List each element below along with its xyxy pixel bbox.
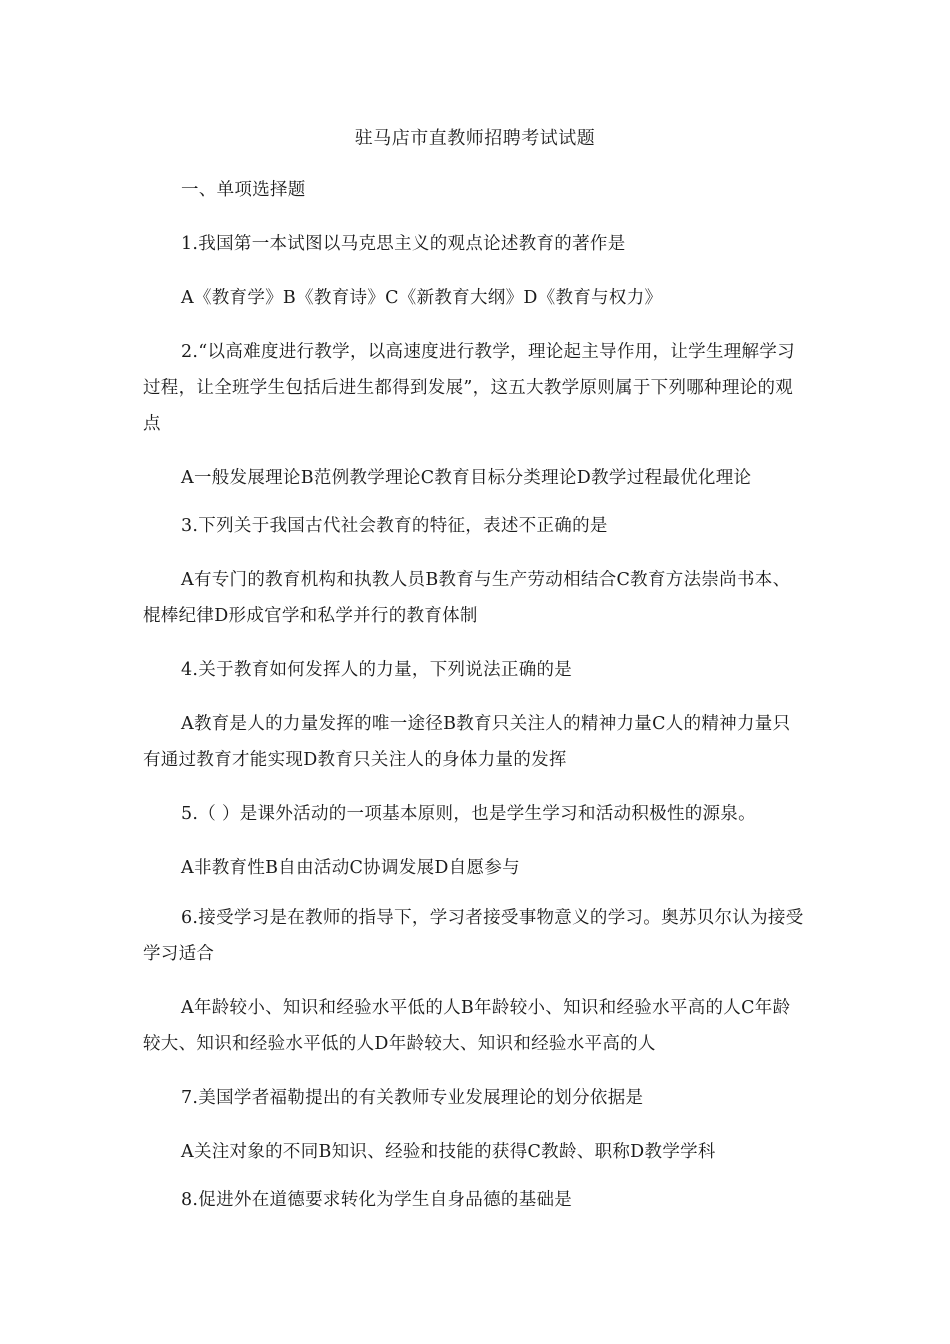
question-7-options: A关注对象的不同B知识、经验和技能的获得C教龄、职称D教学学科	[181, 1142, 716, 1162]
section-heading: 一、单项选择题	[181, 180, 306, 200]
question-2-options: A一般发展理论B范例教学理论C教育目标分类理论D教学过程最优化理论	[181, 468, 752, 488]
question-5-options: A非教育性B自由活动C协调发展D自愿参与	[181, 858, 520, 878]
question-1-options: A《教育学》B《教育诗》C《新教育大纲》D《教育与权力》	[181, 288, 663, 308]
question-4-stem: 4.关于教育如何发挥人的力量，下列说法正确的是	[181, 660, 573, 680]
question-8-stem: 8.促进外在道德要求转化为学生自身品德的基础是	[181, 1190, 573, 1210]
question-1-stem: 1.我国第一本试图以马克思主义的观点论述教育的著作是	[181, 234, 626, 254]
question-5-stem: 5.（ ）是课外活动的一项基本原则，也是学生学习和活动积极性的源泉。	[181, 804, 756, 824]
document-title: 驻马店市直教师招聘考试试题	[354, 128, 596, 149]
question-7-stem: 7.美国学者福勒提出的有关教师专业发展理论的划分依据是	[181, 1088, 644, 1108]
question-3-stem: 3.下列关于我国古代社会教育的特征，表述不正确的是	[181, 516, 608, 536]
question-2-stem: 2.“以高难度进行教学，以高速度进行教学，理论起主导作用，让学生理解学习过程，让全班学生包括后进生都得到发展”，这五大教学原则属于下列哪种理论的观点	[143, 342, 795, 434]
question-3-options: A有专门的教育机构和执教人员B教育与生产劳动相结合C教育方法崇尚书本、棍棒纪律D形成官学和私学并行的教育体制	[143, 570, 791, 626]
question-4-options: A教育是人的力量发挥的唯一途径B教育只关注人的精神力量C人的精神力量只有通过教育才能实现D教育只关注人的身体力量的发挥	[143, 714, 791, 770]
question-6-stem: 6.接受学习是在教师的指导下，学习者接受事物意义的学习。奥苏贝尔认为接受学习适合	[143, 908, 804, 964]
question-6-options: A年龄较小、知识和经验水平低的人B年龄较小、知识和经验水平高的人C年龄较大、知识和经验水平低的人D年龄较大、知识和经验水平高的人	[143, 998, 791, 1054]
